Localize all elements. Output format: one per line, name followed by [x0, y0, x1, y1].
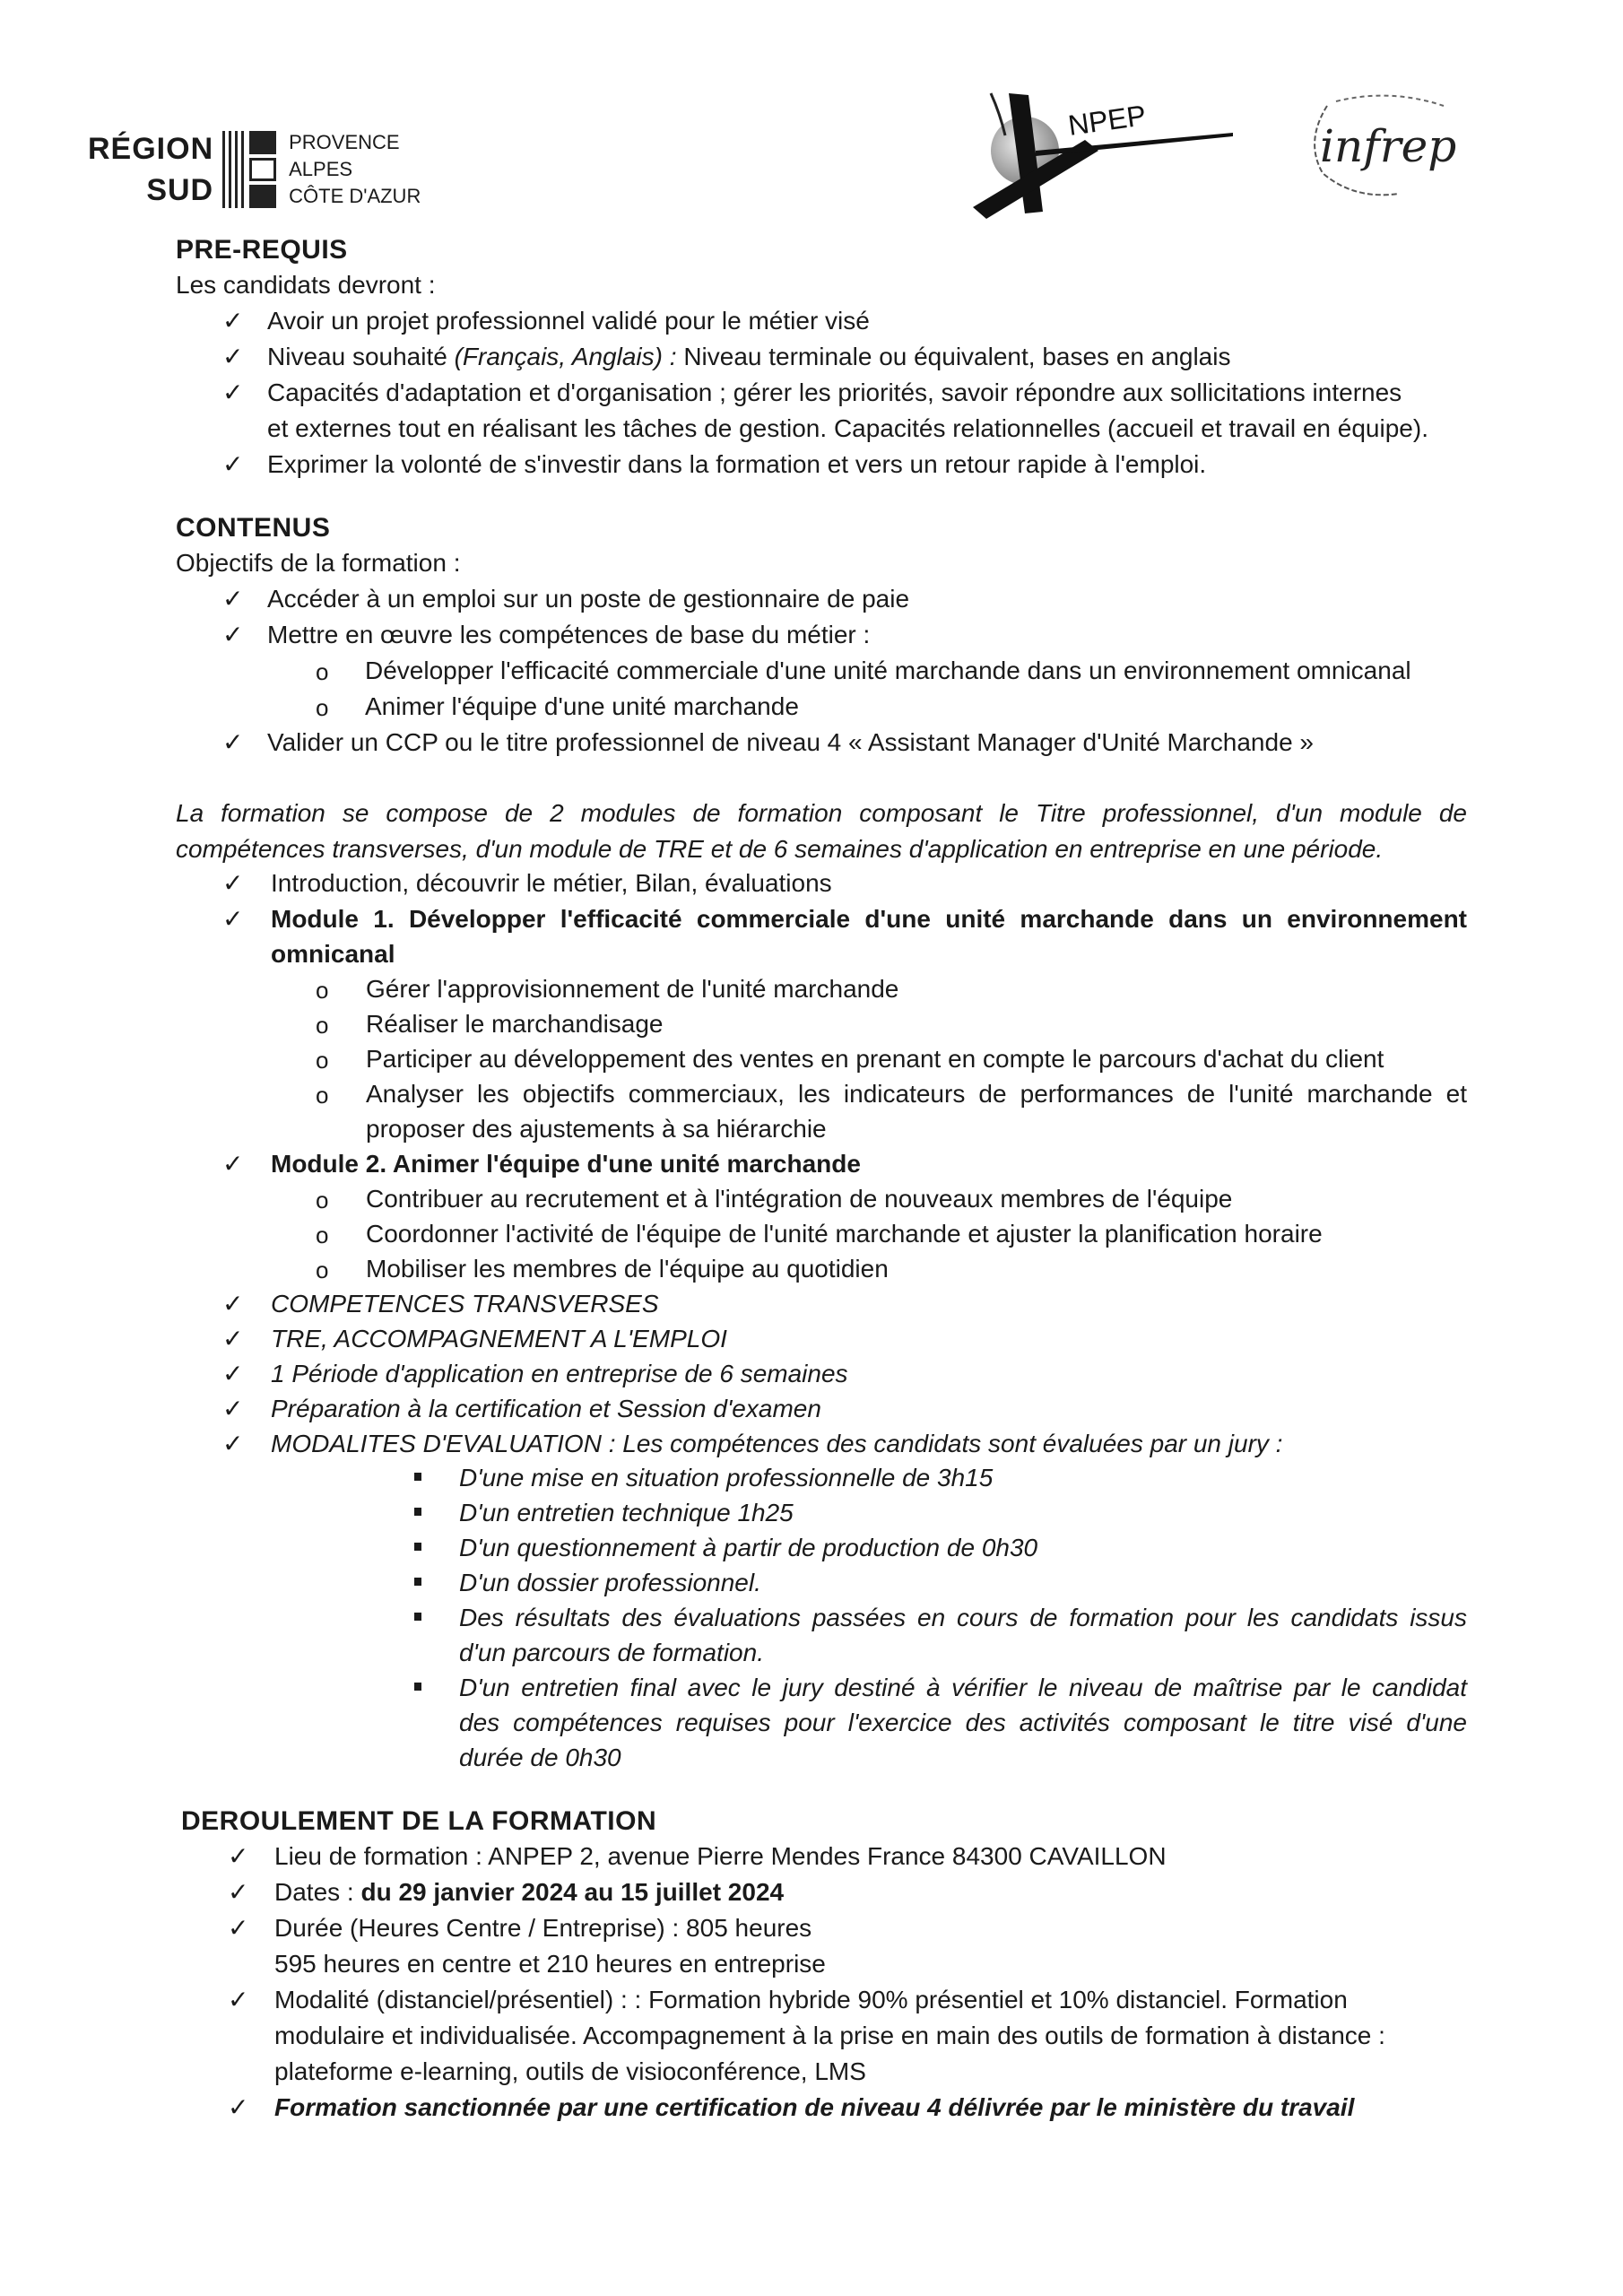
region-emblem-icon [249, 131, 276, 208]
checkmark-icon: ✓ [222, 1289, 244, 1318]
prerequis-item-1: Avoir un projet professionnel validé pour le métier visé [267, 307, 870, 335]
periode-application: 1 Période d'application en entreprise de 6 semaines [271, 1360, 848, 1387]
square-bullet-icon [414, 1473, 421, 1481]
sanction-certification: Formation sanctionnée par une certification de niveau 4 délivrée par le ministère du travail [274, 2093, 1355, 2121]
deroulement-heading: DEROULEMENT DE LA FORMATION [181, 1806, 657, 1836]
region-word-1: RÉGION [88, 132, 214, 166]
objective-2-sub-2: Animer l'équipe d'une unité marchande [365, 692, 799, 720]
square-bullet-icon [414, 1508, 421, 1516]
prerequis-item-2 [267, 339, 1230, 374]
region-line-1: PROVENCE [289, 131, 400, 153]
circle-bullet-icon: o [316, 977, 329, 1004]
prerequis-item-2-langs: (Français, Anglais) : [454, 343, 677, 370]
eval-item-6-line-2: des compétences requises pour l'exercice des activités composant le titre visé d'une [459, 1709, 1467, 1736]
checkmark-icon: ✓ [222, 868, 244, 898]
objective-1: Accéder à un emploi sur un poste de gestionnaire de paie [267, 585, 910, 613]
prerequis-item-2-value: Niveau terminale ou équivalent, bases en anglais [683, 343, 1231, 370]
anpep-line [1036, 133, 1233, 156]
modalite-line-2: modulaire et individualisée. Accompagnement à la prise en main des outils de formation à distance : [274, 2022, 1385, 2049]
prerequis-intro: Les candidats devront : [176, 271, 436, 299]
eval-item-5-line-2: d'un parcours de formation. [459, 1639, 764, 1666]
duree-detail: 595 heures en centre et 210 heures en entreprise [274, 1950, 826, 1978]
module-2-title: Module 2. Animer l'équipe d'une unité marchande [271, 1150, 861, 1178]
checkmark-icon: ✓ [228, 1841, 249, 1871]
module-1-title-line-1: Module 1. Développer l'efficacité commerciale d'une unité marchande dans un environnement [271, 905, 1467, 933]
module-2-sub-2: Coordonner l'activité de l'équipe de l'unité marchande et ajuster la planification horaire [366, 1220, 1323, 1248]
region-line-2: ALPES [289, 158, 353, 180]
circle-bullet-icon: o [316, 1222, 329, 1248]
prerequis-heading: PRE-REQUIS [176, 235, 348, 265]
region-bars-icon [222, 131, 244, 208]
checkmark-icon: ✓ [222, 378, 244, 407]
square-bullet-icon [414, 1543, 421, 1551]
anpep-text: NPEP [1065, 99, 1149, 142]
eval-item-1: D'une mise en situation professionnelle de 3h15 [459, 1464, 994, 1492]
checkmark-icon: ✓ [222, 1359, 244, 1388]
tre-accompagnement: TRE, ACCOMPAGNEMENT A L'EMPLOI [271, 1325, 727, 1352]
prerequis-item-3-line-2: et externes tout en réalisant les tâches de gestion. Capacités relationnelles (accueil et travail en équipe). [267, 414, 1428, 442]
module-1-sub-2: Réaliser le marchandisage [366, 1010, 664, 1038]
eval-item-6-line-1: D'un entretien final avec le jury destiné à vérifier le niveau de maîtrise par le candidat [459, 1674, 1467, 1701]
module-1-title-line-2: omnicanal [271, 940, 395, 968]
modalite-line-1: Modalité (distanciel/présentiel) : : Formation hybride 90% présentiel et 10% distanciel. Formation [274, 1986, 1348, 2013]
prerequis-item-3-line-1: Capacités d'adaptation et d'organisation ; gérer les priorités, savoir répondre aux sollicitations internes [267, 378, 1402, 406]
prerequis-item-2-label: Niveau souhaité [267, 343, 447, 370]
circle-bullet-icon: o [316, 1082, 329, 1109]
lieu-formation: Lieu de formation : ANPEP 2, avenue Pierre Mendes France 84300 CAVAILLON [274, 1842, 1167, 1870]
infrep-logo [1300, 88, 1471, 204]
module-2-sub-1: Contribuer au recrutement et à l'intégration de nouveaux membres de l'équipe [366, 1185, 1233, 1213]
checkmark-icon: ✓ [222, 1429, 244, 1458]
checkmark-icon: ✓ [222, 727, 244, 757]
checkmark-icon: ✓ [222, 1149, 244, 1178]
circle-bullet-icon: o [316, 658, 329, 685]
square-bullet-icon [414, 1683, 421, 1691]
region-words [88, 131, 213, 208]
region-word-2: SUD [146, 173, 214, 207]
objective-2-sub-1: Développer l'efficacité commerciale d'une unité marchande dans un environnement omnicanal [365, 657, 1411, 684]
checkmark-icon: ✓ [222, 620, 244, 649]
circle-bullet-icon: o [316, 694, 329, 721]
checkmark-icon: ✓ [222, 342, 244, 371]
infrep-text: infrep [1320, 120, 1457, 172]
checkmark-icon: ✓ [222, 584, 244, 613]
checkmark-icon: ✓ [228, 1877, 249, 1907]
modalite-line-3: plateforme e-learning, outils de visioconférence, LMS [274, 2057, 866, 2085]
contenus-heading: CONTENUS [176, 513, 331, 543]
objective-3: Valider un CCP ou le titre professionnel de niveau 4 « Assistant Manager d'Unité Marchande » [267, 728, 1314, 756]
checkmark-icon: ✓ [222, 449, 244, 479]
region-sud-logo [88, 131, 421, 208]
eval-item-2: D'un entretien technique 1h25 [459, 1499, 794, 1526]
prerequis-item-4: Exprimer la volonté de s'investir dans la formation et vers un retour rapide à l'emploi. [267, 450, 1207, 478]
checkmark-icon: ✓ [228, 2092, 249, 2122]
module-1-sub-3: Participer au développement des ventes en prenant en compte le parcours d'achat du client [366, 1045, 1384, 1073]
competences-transverses: COMPETENCES TRANSVERSES [271, 1290, 659, 1318]
preparation-certification: Préparation à la certification et Session d'examen [271, 1395, 821, 1422]
eval-item-6-line-3: durée de 0h30 [459, 1744, 621, 1771]
dates [274, 1874, 784, 1909]
formation-paragraph-line-1: La formation se compose de 2 modules de formation composant le Titre professionnel, d'un module de [176, 799, 1467, 827]
region-line-3: CÔTE D'AZUR [289, 185, 421, 207]
circle-bullet-icon: o [316, 1257, 329, 1283]
checkmark-icon: ✓ [228, 1913, 249, 1943]
dates-value: du 29 janvier 2024 au 15 juillet 2024 [360, 1878, 785, 1906]
anpep-logo [973, 86, 1242, 221]
circle-bullet-icon: o [316, 1012, 329, 1039]
module-1-sub-4-line-2: proposer des ajustements à sa hiérarchie [366, 1115, 827, 1143]
checkmark-icon: ✓ [222, 1324, 244, 1353]
square-bullet-icon [414, 1613, 421, 1621]
dates-label: Dates : [274, 1878, 361, 1906]
checkmark-icon: ✓ [228, 1985, 249, 2014]
duree: Durée (Heures Centre / Entreprise) : 805 heures [274, 1914, 812, 1942]
introduction-item: Introduction, découvrir le métier, Bilan, évaluations [271, 869, 832, 897]
formation-paragraph-line-2: compétences transverses, d'un module de TRE et de 6 semaines d'application en entreprise en une période. [176, 835, 1384, 863]
checkmark-icon: ✓ [222, 1394, 244, 1423]
module-1-sub-4-line-1: Analyser les objectifs commerciaux, les indicateurs de performances de l'unité marchande et [366, 1080, 1467, 1108]
region-subtitle [289, 131, 421, 208]
eval-item-4: D'un dossier professionnel. [459, 1569, 761, 1596]
module-2-sub-3: Mobiliser les membres de l'équipe au quotidien [366, 1255, 889, 1283]
module-1-sub-1: Gérer l'approvisionnement de l'unité marchande [366, 975, 899, 1003]
checkmark-icon: ✓ [222, 306, 244, 335]
circle-bullet-icon: o [316, 1187, 329, 1213]
eval-item-5-line-1: Des résultats des évaluations passées en cours de formation pour les candidats issus [459, 1604, 1467, 1631]
modalites-evaluation: MODALITES D'EVALUATION : Les compétences des candidats sont évaluées par un jury : [271, 1430, 1283, 1457]
square-bullet-icon [414, 1578, 421, 1586]
checkmark-icon: ✓ [222, 904, 244, 934]
contenus-intro: Objectifs de la formation : [176, 549, 461, 577]
objective-2: Mettre en œuvre les compétences de base du métier : [267, 621, 871, 648]
circle-bullet-icon: o [316, 1047, 329, 1074]
eval-item-3: D'un questionnement à partir de production de 0h30 [459, 1534, 1038, 1561]
